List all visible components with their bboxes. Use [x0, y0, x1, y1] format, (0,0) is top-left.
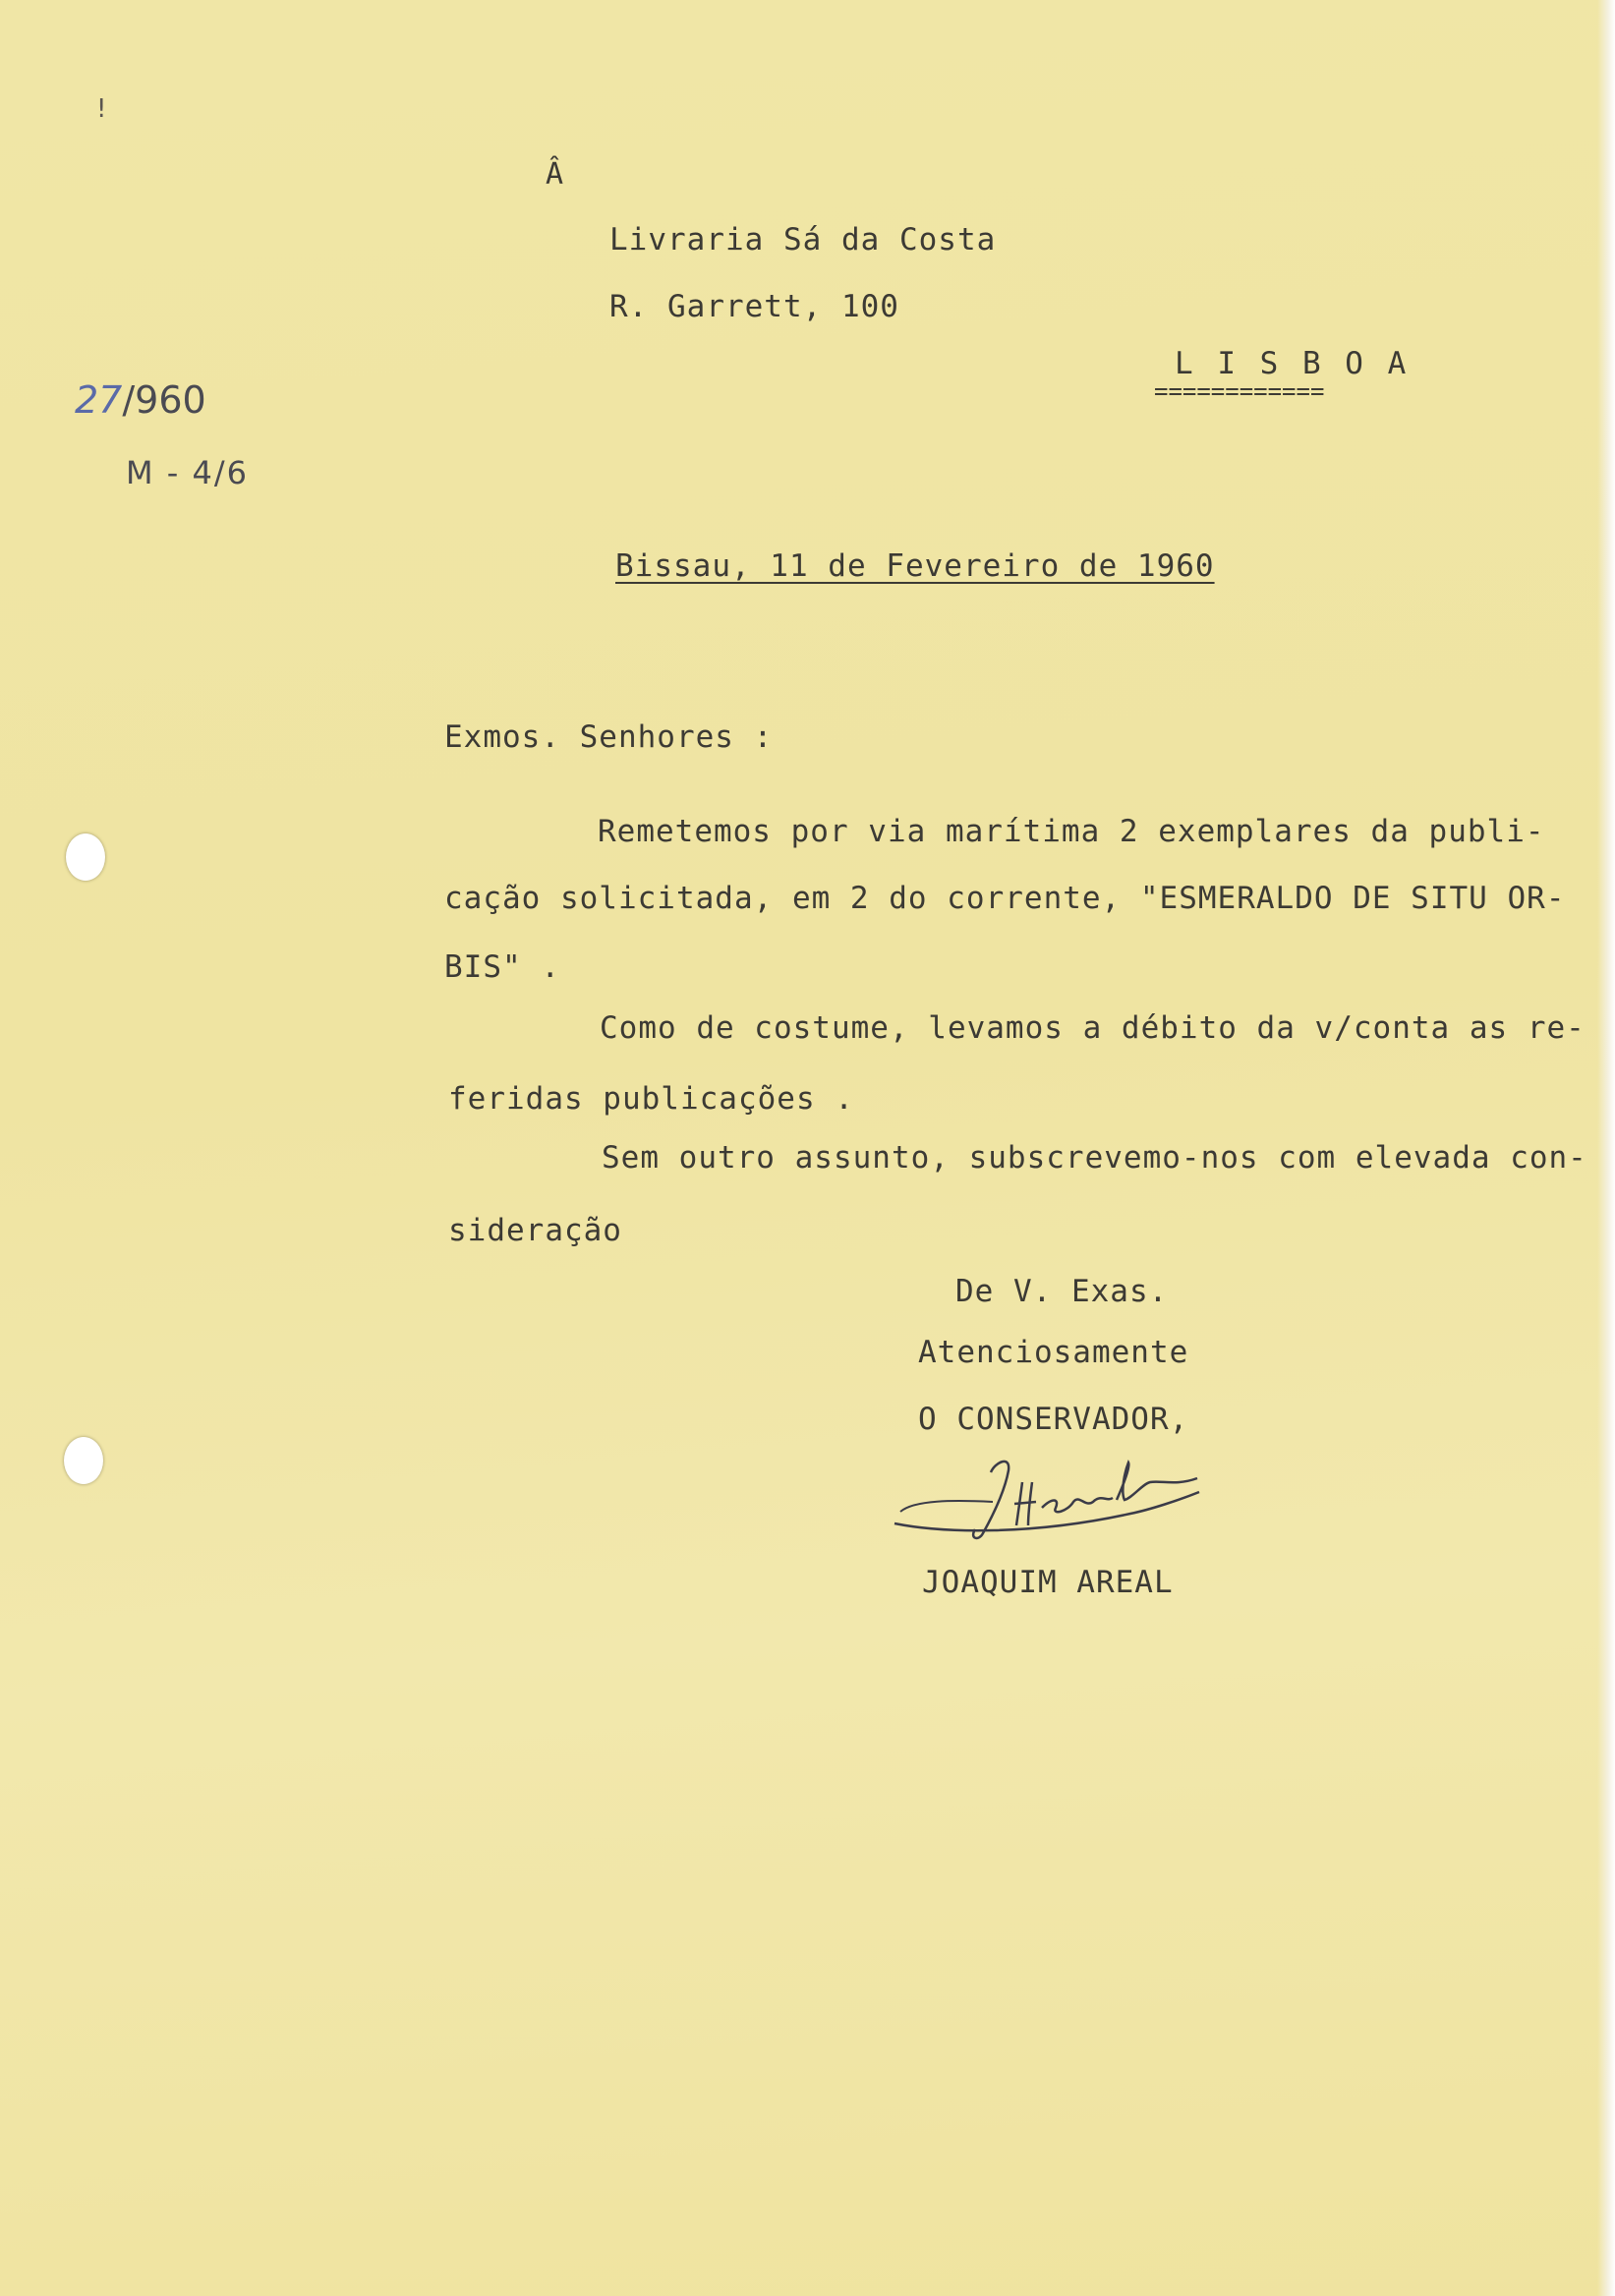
- paper-edge: [1597, 0, 1615, 2296]
- punch-hole-bottom: [64, 1437, 103, 1484]
- body-p3-line2: sideração: [448, 1213, 622, 1248]
- salutation: Exmos. Senhores :: [444, 719, 774, 755]
- margin-marks: !: [96, 94, 107, 124]
- signature: [885, 1443, 1219, 1561]
- addressee-street: R. Garrett, 100: [609, 289, 899, 324]
- body-p2-line2: feridas publicações .: [448, 1081, 854, 1117]
- corner-mark: Â: [546, 157, 565, 192]
- reference-code: M - 4/6: [126, 454, 249, 491]
- addressee-city-rule: ============: [1154, 377, 1325, 405]
- reference-number-hand: 27: [75, 378, 123, 422]
- addressee-name: Livraria Sá da Costa: [609, 222, 997, 258]
- closing-line3: O CONSERVADOR,: [918, 1402, 1189, 1437]
- reference-year: /960: [122, 378, 206, 422]
- reference-number: [75, 378, 206, 422]
- body-p3-line1: Sem outro assunto, subscrevemo-nos com elevada con-: [602, 1140, 1587, 1176]
- signatory-name: JOAQUIM AREAL: [922, 1565, 1174, 1600]
- date-line: Bissau, 11 de Fevereiro de 1960: [615, 548, 1215, 584]
- punch-hole-top: [66, 833, 105, 881]
- closing-line1: De V. Exas.: [955, 1274, 1169, 1309]
- body-p1-line2: cação solicitada, em 2 do corrente, "ESMERALDO DE SITU OR-: [444, 881, 1566, 916]
- closing-line2: Atenciosamente: [918, 1335, 1189, 1370]
- body-p2-line1: Como de costume, levamos a débito da v/conta as re-: [600, 1010, 1586, 1046]
- body-p1-line1: Remetemos por via marítima 2 exemplares da publi-: [598, 814, 1545, 849]
- body-p1-line3: BIS" .: [444, 949, 560, 985]
- addressee-city: L I S B O A: [1175, 346, 1410, 381]
